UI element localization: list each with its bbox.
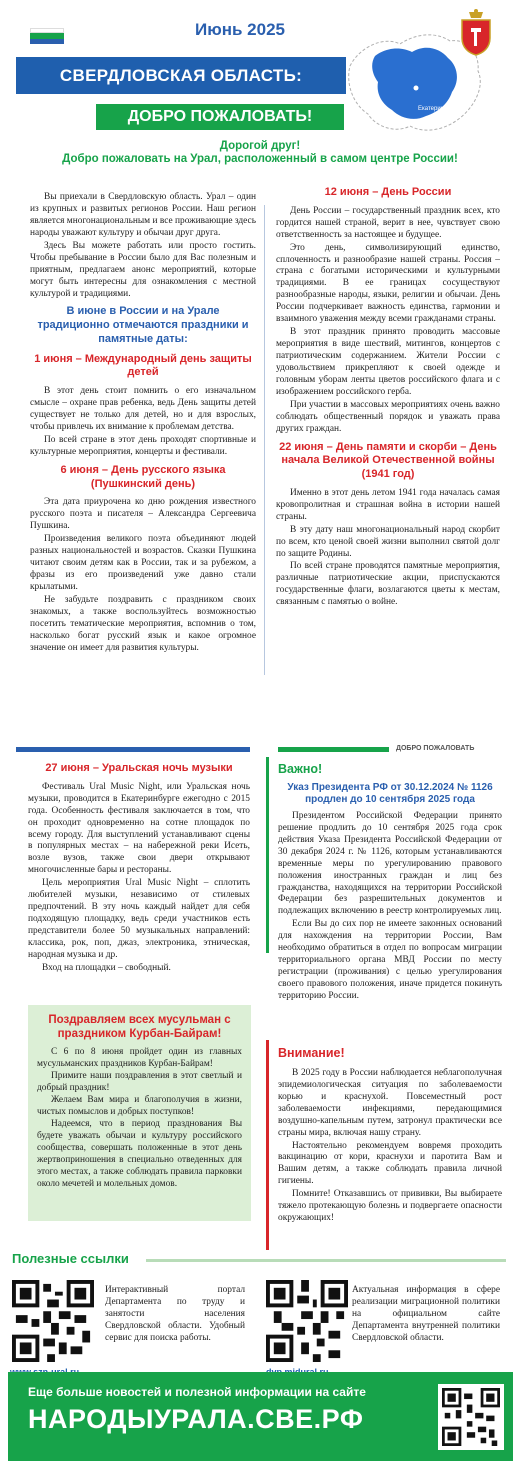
congrats-heading: Поздравляем всех мусульман с праздником Курбан-Байрам! bbox=[48, 1014, 231, 1041]
june1-heading: 1 июня – Международный день защиты детей bbox=[34, 352, 252, 379]
june6-paragraph: Произведения великого поэта объединяют людей разных национальностей и возрастов. Сказки Пушкина читают своим детям как в России, так и за рубежом, а фразы из его произведений уже давно стали крылатыми. bbox=[30, 534, 256, 592]
june12-paragraph: В этот праздник принято проводить массовые мероприятия в виде шествий, митингов, концертов с патриотическим содержанием. Жители России с удовольствием прикрепляют к своей одежде и головным уборам ленты цветов российского флага и с изображением российского герба. bbox=[276, 327, 500, 397]
link1-description: Интерактивный портал Департамента по труду и занятости населения Свердловской области. Удобный сервис для поиска работы. bbox=[105, 1285, 245, 1344]
kurban-bayram-box bbox=[28, 1005, 251, 1221]
june22-paragraph: По всей стране проводятся памятные мероприятия, различные патриотические акции, приспускаются государственные флаги, возлагаются цветы к местам, связанным с памятью о войне. bbox=[276, 561, 500, 608]
banner-subtitle: ДОБРО ПОЖАЛОВАТЬ! bbox=[96, 104, 344, 130]
qr-code-icon[interactable] bbox=[266, 1280, 348, 1362]
june27-paragraph: Вход на площадки – свободный. bbox=[42, 962, 171, 973]
important-heading: Важно! bbox=[278, 762, 323, 776]
column-divider bbox=[264, 205, 265, 675]
section-bar-green bbox=[278, 747, 389, 752]
attention-paragraph: Помните! Отказавшись от прививки, Вы выбираете тяжело протекающую болезнь и подвергаете опасности окружающих! bbox=[278, 1189, 502, 1224]
june22-paragraph: В эту дату наш многонациональный народ скорбит по всем, кто ценой своей жизни выполнил святой долг по защите Родины. bbox=[276, 524, 500, 559]
attention-accent-bar bbox=[266, 1040, 269, 1250]
attention-heading: Внимание! bbox=[278, 1046, 345, 1060]
june12-paragraph: При участии в массовых мероприятиях очень важно соблюдать общественный порядок и уважать права других граждан. bbox=[276, 399, 500, 434]
link2-description: Актуальная информация в сфере реализации миграционной политики на официальном сайте Департамента внутренней политики Свердловской области. bbox=[352, 1285, 500, 1344]
june22-heading: 22 июня – День памяти и скорби – День начала Великой Отечественной войны (1941 год) bbox=[279, 440, 497, 481]
section-tag: ДОБРО ПОЖАЛОВАТЬ bbox=[396, 745, 475, 752]
attention-paragraph: В 2025 году в России наблюдается неблагополучная эпидемиологическая ситуация по заболеваемости корью и краснухой. Повсеместный рост заболеваемости инфекциями, передающимися воздушно-капельным путем, затронул практически все страны мира, включая нашу страну. bbox=[278, 1067, 502, 1138]
footer-line: Еще больше новостей и полезной информации на сайте bbox=[28, 1385, 366, 1399]
intro-paragraph: Вы приехали в Свердловскую область. Урал – один из крупных и развитых регионов России. Наш регион является многонациональным и все проживающие здесь народы уважают культуру и обычаи друг друга. bbox=[30, 192, 256, 238]
june22-paragraph: Именно в этот день летом 1941 года началась самая кровопролитная и страшная война в истории нашей страны. bbox=[276, 487, 500, 522]
june1-paragraph: По всей стране в этот день проходят спортивные и культурные мероприятия, концерты и фестивали. bbox=[30, 434, 256, 457]
footer-qr-code-icon[interactable] bbox=[438, 1384, 504, 1450]
useful-links-heading: Полезные ссылки bbox=[12, 1251, 129, 1266]
important-accent-bar bbox=[266, 757, 269, 953]
june6-paragraph: Эта дата приурочена ко дню рождения известного русского поэта и писателя – Александра Сергеевича Пушкина. bbox=[30, 497, 256, 532]
footer-site[interactable]: НАРОДЫУРАЛА.СВЕ.РФ bbox=[28, 1404, 364, 1434]
greeting-line-2: Добро пожаловать на Урал, расположенный в самом центре России! bbox=[62, 153, 458, 165]
decree-paragraph: Президентом Российской Федерации принято решение продлить до 10 сентября 2025 года срок действия Указа Президента Российской Федерации от 30 декабря 2024 г. № 1126, которым устанавливаются временные меры по урегулированию правового положения иностранных граждан и лиц без гражданства, находящихся на территории Российской Федерации без разрешительных документов и подлежащих включению в реестр контролируемых лиц. bbox=[278, 810, 502, 917]
june27-paragraph: Цель мероприятия Ural Music Night – сплотить любителей музыки, независимо от стилевых предпочтений. В эту ночь каждый найдет для себя подходящую площадку, ведь среди участников есть представители более 50 музыкальных направлений: классика, рок, поп, джаз, электроника, этническая, народная музыка и др. bbox=[28, 878, 250, 960]
links-divider bbox=[146, 1259, 506, 1262]
right-column bbox=[276, 186, 500, 610]
congrats-paragraph: С 6 по 8 июня пройдет один из главных мусульманских праздников Курбан-Байрам! bbox=[37, 1046, 242, 1069]
congrats-paragraph: Примите наши поздравления в этот светлый и добрый праздник! bbox=[37, 1070, 242, 1093]
music-night-column bbox=[28, 762, 250, 976]
congrats-paragraph: Надеемся, что в период празднования Вы будете уважать обычаи и культуру российского сообщества, совершать положенные в этот день жертвоприношения в специально отведенных для этого местах, а также соблюдать правила парковки около мечетей и молельных домов. bbox=[37, 1118, 242, 1190]
russian-flag-icon bbox=[30, 28, 64, 44]
june12-paragraph: Это день, символизирующий единство, сплоченность и разнообразие нашей страны. Россия – страна с богатыми историческими и культурными традициями. В ее границах сосуществуют разнообразные народы, языки, религии и обычаи. День России подчеркивает важность единства, гармонии и взаимного уважения между всеми гражданами страны. bbox=[276, 242, 500, 325]
june6-paragraph: Не забудьте поздравить с праздником своих знакомых, а также воспользуйтесь возможностью посетить тематические мероприятия, вспомнив о том, насколько богат русский язык и какое огромное значение он имеет для развития культуры. bbox=[30, 594, 256, 653]
left-column bbox=[30, 192, 256, 656]
attention-paragraph: Настоятельно рекомендуем вовремя проходить вакцинацию от кори, краснухи и паротита Вам и Вашим детям, а также соблюдать правила личной гигиены. bbox=[278, 1140, 502, 1187]
decree-heading: Указ Президента РФ от 30.12.2024 № 1126 продлен до 10 сентября 2025 года bbox=[287, 781, 493, 806]
congrats-paragraph: Желаем Вам мира и благополучия в жизни, чистых помыслов и добрых поступков! bbox=[37, 1094, 242, 1117]
june1-paragraph: В этот день стоит помнить о его изначальном смысле – охране прав ребенка, ведь День защиты детей существует не только для детей, но и для взрослых, чтобы привлечь их внимание к проблемам детства. bbox=[30, 386, 256, 432]
june12-heading: 12 июня – День России bbox=[324, 186, 452, 198]
decree-paragraph: Если Вы до сих пор не имеете законных оснований для нахождения на территории России, Вам необходимо обратиться в отдел по вопросам миграции территориального органа МВД России по месту регистрации (проживания) с целью урегулирования своего правового положения, иначе придется покинуть территорию России. bbox=[278, 919, 502, 1001]
important-column bbox=[278, 762, 502, 1004]
issue-month: Июнь 2025 bbox=[195, 20, 285, 39]
intro-paragraph: Здесь Вы можете работать или просто гостить. Чтобы пребывание в России было для Вас полезным и приятным, предлагаем анонс мероприятий, которые могут быть интересны для ознакомления с местной культурой и традициями. bbox=[30, 240, 256, 299]
section-heading: В июне в России и на Урале традиционно отмечаются праздники и памятные даты: bbox=[37, 305, 249, 345]
map-city-label: Екатеринбург bbox=[418, 106, 456, 112]
june27-paragraph: Фестиваль Ural Music Night, или Уральская ночь музыки, проводится в Екатеринбурге ежегодно с 2015 года. Особенность фестиваля заключается в том, что он проходит одновременно на сотне площадок по всему городу. Для выступлений устанавливают сцены в популярных местах – на набережной реки Исеть, возле вузов, также свои двери открывают многочисленные бары и рестораны. bbox=[28, 781, 250, 876]
june27-heading: 27 июня – Уральская ночь музыки bbox=[45, 762, 233, 774]
greeting-line-1: Дорогой друг! bbox=[219, 140, 301, 152]
june12-paragraph: День России – государственный праздник всех, кто гордится нашей страной, верит в нее, чувствует свою ответственность за настоящее и будущее. bbox=[276, 205, 500, 240]
footer-banner bbox=[8, 1372, 513, 1461]
section-bar-blue bbox=[16, 747, 250, 752]
banner-title: СВЕРДЛОВСКАЯ ОБЛАСТЬ: bbox=[16, 57, 346, 94]
attention-column bbox=[278, 1046, 502, 1226]
qr-code-icon[interactable] bbox=[12, 1280, 94, 1362]
june6-heading: 6 июня – День русского языка (Пушкинский день) bbox=[60, 463, 226, 490]
coat-of-arms-icon bbox=[457, 8, 495, 56]
